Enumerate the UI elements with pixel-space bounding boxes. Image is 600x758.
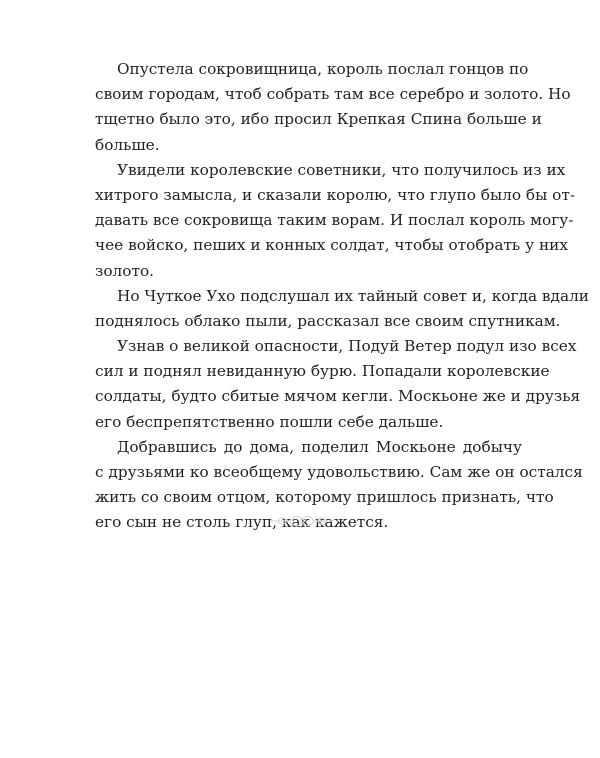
text-line: солдаты, будто сбитые мячом кегли. Москьоне же и друзья bbox=[95, 387, 581, 406]
text-line: его сын не столь глуп, как кажется. bbox=[95, 513, 389, 532]
text-line: давать все сокровища таким ворам. И послал король могу- bbox=[95, 211, 574, 230]
text-line: хитрого замысла, и сказали королю, что глупо было бы от- bbox=[95, 185, 576, 204]
ornament-divider-icon bbox=[268, 512, 336, 530]
text-line: Узнав о великой опасности, Подуй Ветер подул изо всех bbox=[117, 337, 577, 356]
text-line: Увидели королевские советники, что получилось из их bbox=[117, 160, 566, 179]
text-line: золото. bbox=[95, 261, 155, 280]
text-line: тщетно было это, ибо просил Крепкая Спина больше и bbox=[95, 110, 542, 129]
text-line: жить со своим отцом, которому пришлось признать, что bbox=[95, 488, 554, 507]
text-line: больше. bbox=[95, 135, 160, 154]
text-line: его беспрепятственно пошли себе дальше. bbox=[95, 412, 444, 431]
story-text bbox=[95, 57, 589, 536]
text-line: чее войско, пеших и конных солдат, чтобы отобрать у них bbox=[95, 236, 568, 255]
text-line: сил и поднял невиданную бурю. Попадали королевские bbox=[95, 362, 550, 381]
text-line: Добравшись до дома, поделил Москьоне добычу bbox=[117, 437, 522, 456]
text-line: поднялось облако пыли, рассказал все своим спутникам. bbox=[95, 311, 561, 330]
text-line: с друзьями ко всеобщему удовольствию. Сам же он остался bbox=[95, 463, 583, 481]
text-line: своим городам, чтоб собрать там все серебро и золото. Но bbox=[95, 85, 571, 104]
text-line: Опустела сокровищница, король послал гонцов по bbox=[117, 60, 529, 78]
text-line: Но Чуткое Ухо подслушал их тайный совет и, когда вдали bbox=[117, 286, 589, 305]
